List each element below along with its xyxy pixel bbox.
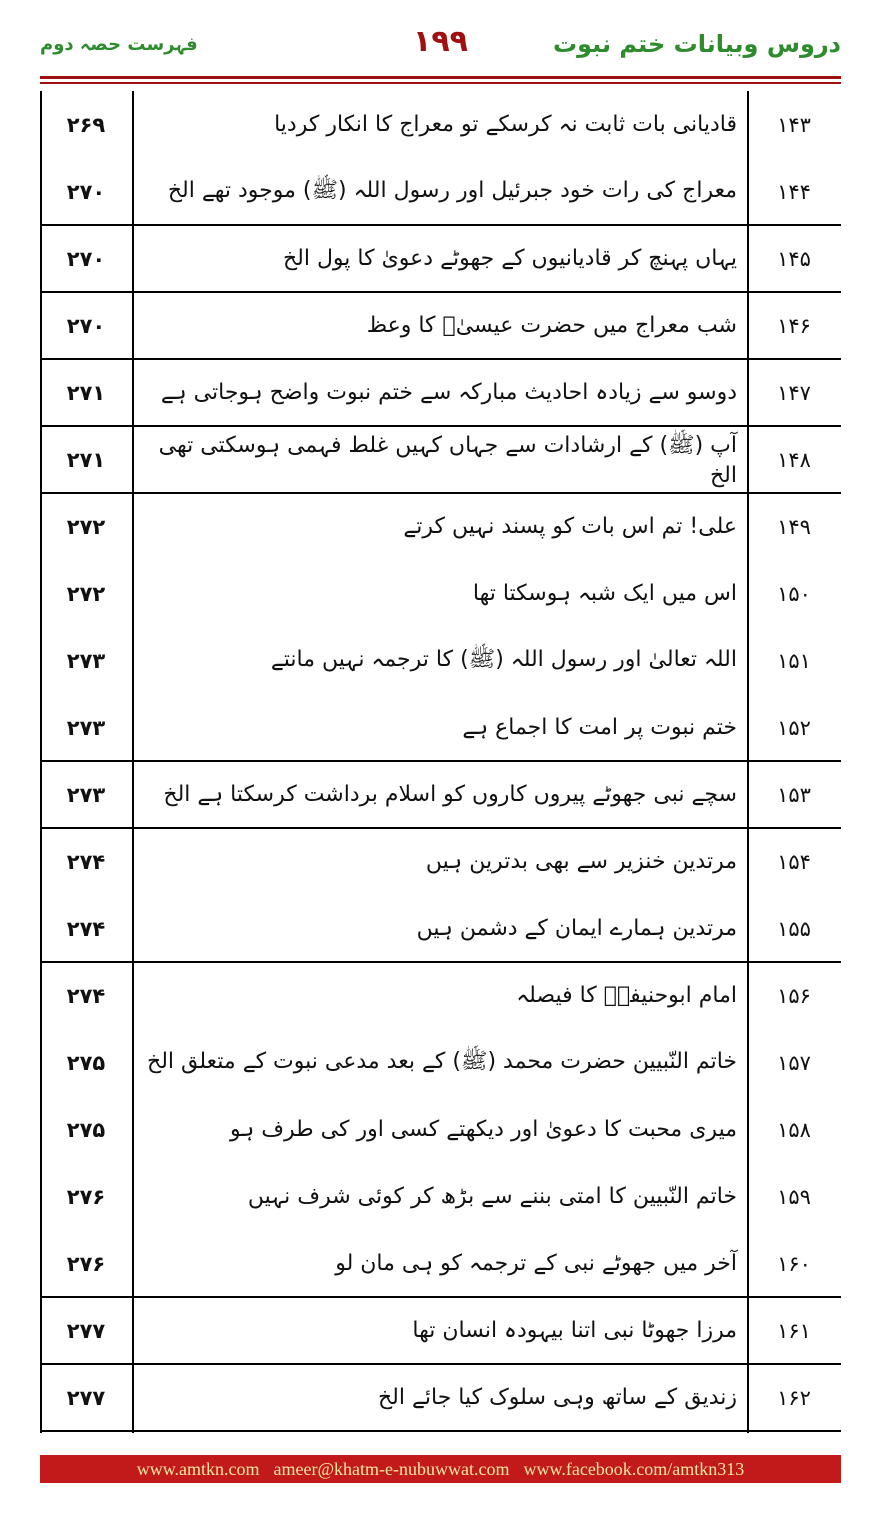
email-link[interactable]: ameer@khatm-e-nubuwwat.com [273, 1458, 510, 1479]
row-separator [40, 492, 841, 494]
table-row [40, 91, 841, 158]
row-title: مرزا جھوٹا نبی اتنا بیہودہ انسان تھا [412, 1318, 737, 1343]
row-page-number: ۲۷۱ [66, 380, 106, 405]
table-row [40, 761, 841, 828]
row-title: اللہ تعالیٰ اور رسول اللہ (ﷺ) کا ترجمہ نہیں مانتے [270, 646, 737, 672]
table-row [40, 1364, 841, 1431]
row-serial-number: ۱۴۴ [777, 179, 811, 204]
row-separator [40, 291, 841, 293]
row-page-number: ۲۷۶ [66, 1251, 106, 1276]
row-serial-number: ۱۴۹ [777, 514, 811, 539]
page-header [40, 22, 841, 72]
row-page-number: ۲۷۳ [66, 715, 106, 740]
row-page-number: ۲۷۴ [66, 983, 106, 1008]
row-title: قادیانی بات ثابت نہ کرسکے تو معراج کا انکار کردیا [274, 112, 737, 137]
facebook-link[interactable]: www.facebook.com/amtkn313 [523, 1458, 745, 1479]
row-page-number: ۲۷۳ [66, 648, 106, 673]
row-serial-number: ۱۵۱ [777, 648, 811, 673]
table-row [40, 627, 841, 694]
table-row [40, 560, 841, 627]
table-row [40, 828, 841, 895]
row-separator [40, 425, 841, 427]
row-title: آپ (ﷺ) کے ارشادات سے جہاں کہیں غلط فہمی ہوسکتی تھی الخ [158, 433, 737, 488]
header-rule-top [40, 76, 841, 79]
row-title: خاتم النّبیین کا امتی بننے سے بڑھ کر کوئی شرف نہیں [247, 1184, 737, 1209]
row-page-number: ۲۷۲ [66, 514, 106, 539]
row-title: مرتدین خنزیر سے بھی بدترین ہیں [425, 849, 737, 874]
table-row [40, 1163, 841, 1230]
contents-table [40, 91, 841, 1433]
row-serial-number: ۱۶۲ [777, 1385, 811, 1410]
row-separator [40, 760, 841, 762]
website-link[interactable]: www.amtkn.com [136, 1458, 260, 1479]
row-page-number: ۲۷۰ [66, 179, 106, 204]
row-page-number: ۲۷۶ [66, 1184, 106, 1209]
row-separator [40, 1296, 841, 1298]
row-serial-number: ۱۵۸ [777, 1117, 811, 1142]
table-row [40, 493, 841, 560]
row-title: خاتم النّبیین حضرت محمد (ﷺ) کے بعد مدعی نبوت کے متعلق الخ [147, 1048, 737, 1074]
row-title: مرتدین ہمارے ایمان کے دشمن ہیں [416, 916, 737, 941]
row-separator [40, 827, 841, 829]
page-number: ۱۹۹ [413, 24, 468, 59]
row-title: دوسو سے زیادہ احادیث مبارکہ سے ختم نبوت واضح ہوجاتی ہے [160, 380, 737, 405]
table-row [40, 1096, 841, 1163]
row-title: اس میں ایک شبہ ہوسکتا تھا [472, 581, 737, 606]
row-serial-number: ۱۵۴ [777, 849, 811, 874]
row-title: زندیق کے ساتھ وہی سلوک کیا جائے الخ [377, 1385, 737, 1410]
row-serial-number: ۱۵۶ [777, 983, 811, 1008]
row-title: سچے نبی جھوٹے پیروں کاروں کو اسلام برداشت کرسکتا ہے الخ [163, 782, 737, 807]
table-row [40, 694, 841, 761]
row-serial-number: ۱۵۵ [777, 916, 811, 941]
row-page-number: ۲۷۴ [66, 849, 106, 874]
row-serial-number: ۱۵۳ [777, 782, 811, 807]
row-page-number: ۲۷۰ [66, 313, 106, 338]
row-separator [40, 1363, 841, 1365]
row-serial-number: ۱۴۵ [777, 246, 811, 271]
row-title: امام ابوحنیفہؒ کا فیصلہ [516, 983, 737, 1008]
row-title: ختم نبوت پر امت کا اجماع ہے [462, 715, 737, 740]
table-row [40, 225, 841, 292]
row-serial-number: ۱۴۸ [777, 447, 811, 472]
footer-bar [40, 1455, 841, 1483]
table-row [40, 426, 841, 493]
row-page-number: ۲۷۱ [66, 447, 106, 472]
table-row [40, 962, 841, 1029]
table-row [40, 895, 841, 962]
table-row [40, 1230, 841, 1297]
row-serial-number: ۱۶۱ [777, 1318, 811, 1343]
row-separator [40, 1430, 841, 1432]
table-row [40, 292, 841, 359]
row-serial-number: ۱۵۰ [777, 581, 811, 606]
section-title: فہرست حصہ دوم [40, 34, 198, 55]
row-separator [40, 358, 841, 360]
row-page-number: ۲۷۵ [66, 1050, 106, 1075]
row-page-number: ۲۷۴ [66, 916, 106, 941]
header-rule-bottom [40, 82, 841, 84]
row-title: معراج کی رات خود جبرئیل اور رسول اللہ (ﷺ) موجود تھے الخ [167, 177, 737, 203]
row-page-number: ۲۷۳ [66, 782, 106, 807]
row-page-number: ۲۷۷ [66, 1385, 106, 1410]
row-separator [40, 961, 841, 963]
row-title: آخر میں جھوٹے نبی کے ترجمہ کو ہی مان لو [335, 1251, 737, 1276]
row-serial-number: ۱۵۲ [777, 715, 811, 740]
row-title: علی! تم اس بات کو پسند نہیں کرتے [403, 514, 737, 539]
row-page-number: ۲۶۹ [66, 112, 106, 137]
row-title: میری محبت کا دعویٰ اور دیکھتے کسی اور کی طرف ہو [229, 1117, 737, 1142]
book-title: دروس وبیانات ختم نبوت [553, 30, 841, 58]
row-page-number: ۲۷۷ [66, 1318, 106, 1343]
row-serial-number: ۱۴۷ [777, 380, 811, 405]
table-row [40, 1029, 841, 1096]
row-serial-number: ۱۵۹ [777, 1184, 811, 1209]
row-serial-number: ۱۶۰ [777, 1251, 811, 1276]
row-serial-number: ۱۴۳ [777, 112, 811, 137]
row-title: یہاں پہنچ کر قادیانیوں کے جھوٹے دعویٰ کا پول الخ [282, 246, 737, 271]
table-row [40, 1297, 841, 1364]
row-page-number: ۲۷۲ [66, 581, 106, 606]
row-serial-number: ۱۴۶ [777, 313, 811, 338]
row-page-number: ۲۷۰ [66, 246, 106, 271]
row-separator [40, 224, 841, 226]
row-title: شب معراج میں حضرت عیسیٰؑ کا وعظ [366, 313, 737, 338]
table-row [40, 158, 841, 225]
table-row [40, 359, 841, 426]
row-page-number: ۲۷۵ [66, 1117, 106, 1142]
row-serial-number: ۱۵۷ [777, 1050, 811, 1075]
